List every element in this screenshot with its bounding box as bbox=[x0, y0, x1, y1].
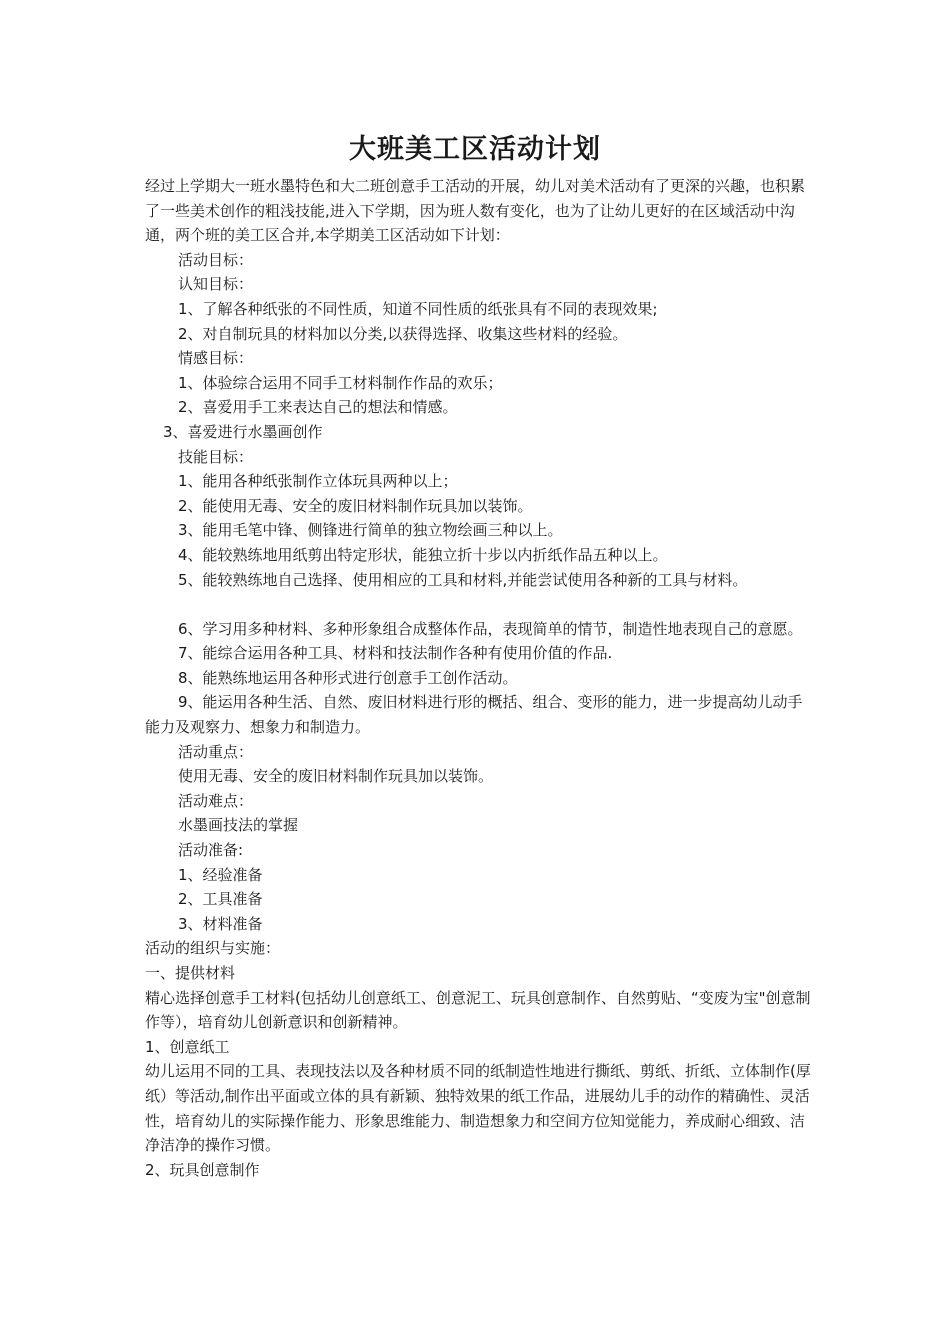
list-item: 1、体验综合运用不同手工材料制作作品的欢乐； bbox=[178, 373, 503, 392]
list-item: 3、能用毛笔中锋、侧锋进行简单的独立物绘画三种以上。 bbox=[178, 521, 563, 540]
list-item: 2、对自制玩具的材料加以分类,以获得选择、收集这些材料的经验。 bbox=[178, 324, 628, 343]
list-item: 9、能运用各种生活、自然、废旧材料进行形的概括、组合、变形的能力，进一步提高幼儿动手能力及观察力、想象力和制造力。 bbox=[145, 693, 803, 737]
section-heading: 活动难点： bbox=[178, 791, 254, 810]
subsection-heading: 认知目标： bbox=[178, 275, 254, 294]
list-item: 3、喜爱进行水墨画创作 bbox=[163, 422, 323, 441]
list-item: 2、喜爱用手工来表达自己的想法和情感。 bbox=[178, 398, 458, 417]
section-heading: 活动的组织与实施： bbox=[145, 939, 281, 958]
list-item: 8、能熟练地运用各种形式进行创意手工创作活动。 bbox=[178, 668, 518, 687]
body-paragraph: 幼儿运用不同的工具、表现技法以及各种材质不同的纸制造性地进行撕纸、剪纸、折纸、立体制作(厚纸）等活动,制作出平面或立体的具有新颖、独特效果的纸工作品，进展幼儿手的动作的精确性、灵活性，培育幼儿的实际操作能力、形象思维能力、制造想象力和空间方位知觉能力，养成耐心细致、洁净洁净的操作习惯。 bbox=[145, 1062, 811, 1155]
document-title: 大班美工区活动计划 bbox=[349, 134, 601, 165]
body-paragraph: 精心选择创意手工材料(包括幼儿创意纸工、创意泥工、玩具创意制作、自然剪贴、“变废为宝"创意制作等），培育幼儿创新意识和创新精神。 bbox=[145, 988, 811, 1032]
blank-line bbox=[145, 592, 815, 617]
subsection-heading: 技能目标： bbox=[178, 447, 254, 466]
list-item: 2、工具准备 bbox=[178, 890, 263, 909]
subsection-heading: 1、创意纸工 bbox=[145, 1037, 230, 1056]
section-text: 水墨画技法的掌握 bbox=[178, 816, 299, 835]
list-item: 2、能使用无毒、安全的废旧材料制作玩具加以装饰。 bbox=[178, 496, 533, 515]
section-text: 使用无毒、安全的废旧材料制作玩具加以装饰。 bbox=[178, 767, 494, 786]
subsection-heading: 2、玩具创意制作 bbox=[145, 1160, 260, 1179]
intro-paragraph: 经过上学期大一班水墨特色和大二班创意手工活动的开展，幼儿对美术活动有了更深的兴趣，也积累了一些美术创作的粗浅技能,进入下学期，因为班人数有变化，也为了让幼儿更好的在区域活动中沟通，两个班的美工区合并,本学期美工区活动如下计划： bbox=[145, 177, 806, 245]
list-item: 4、能较熟练地用纸剪出特定形状，能独立折十步以内折纸作品五种以上。 bbox=[178, 545, 668, 564]
list-item: 1、了解各种纸张的不同性质，知道不同性质的纸张具有不同的表现效果; bbox=[178, 299, 658, 318]
list-item: 7、能综合运用各种工具、材料和技法制作各种有使用价值的作品. bbox=[178, 644, 613, 663]
list-item: 3、材料准备 bbox=[178, 914, 263, 933]
section-heading: 活动准备: bbox=[178, 841, 244, 860]
section-heading: 一、提供材料 bbox=[145, 964, 236, 982]
subsection-heading: 情感目标： bbox=[178, 349, 254, 368]
document-body bbox=[145, 174, 815, 1182]
section-heading: 活动重点： bbox=[178, 742, 254, 761]
list-item: 5、能较熟练地自己选择、使用相应的工具和材料,并能尝试使用各种新的工具与材料。 bbox=[178, 570, 748, 589]
list-item: 6、学习用多种材料、多种形象组合成整体作品，表现简单的情节，制造性地表现自己的意愿。 bbox=[178, 619, 803, 638]
section-heading: 活动目标： bbox=[178, 250, 254, 269]
list-item: 1、经验准备 bbox=[178, 865, 263, 884]
list-item: 1、能用各种纸张制作立体玩具两种以上； bbox=[178, 472, 458, 491]
